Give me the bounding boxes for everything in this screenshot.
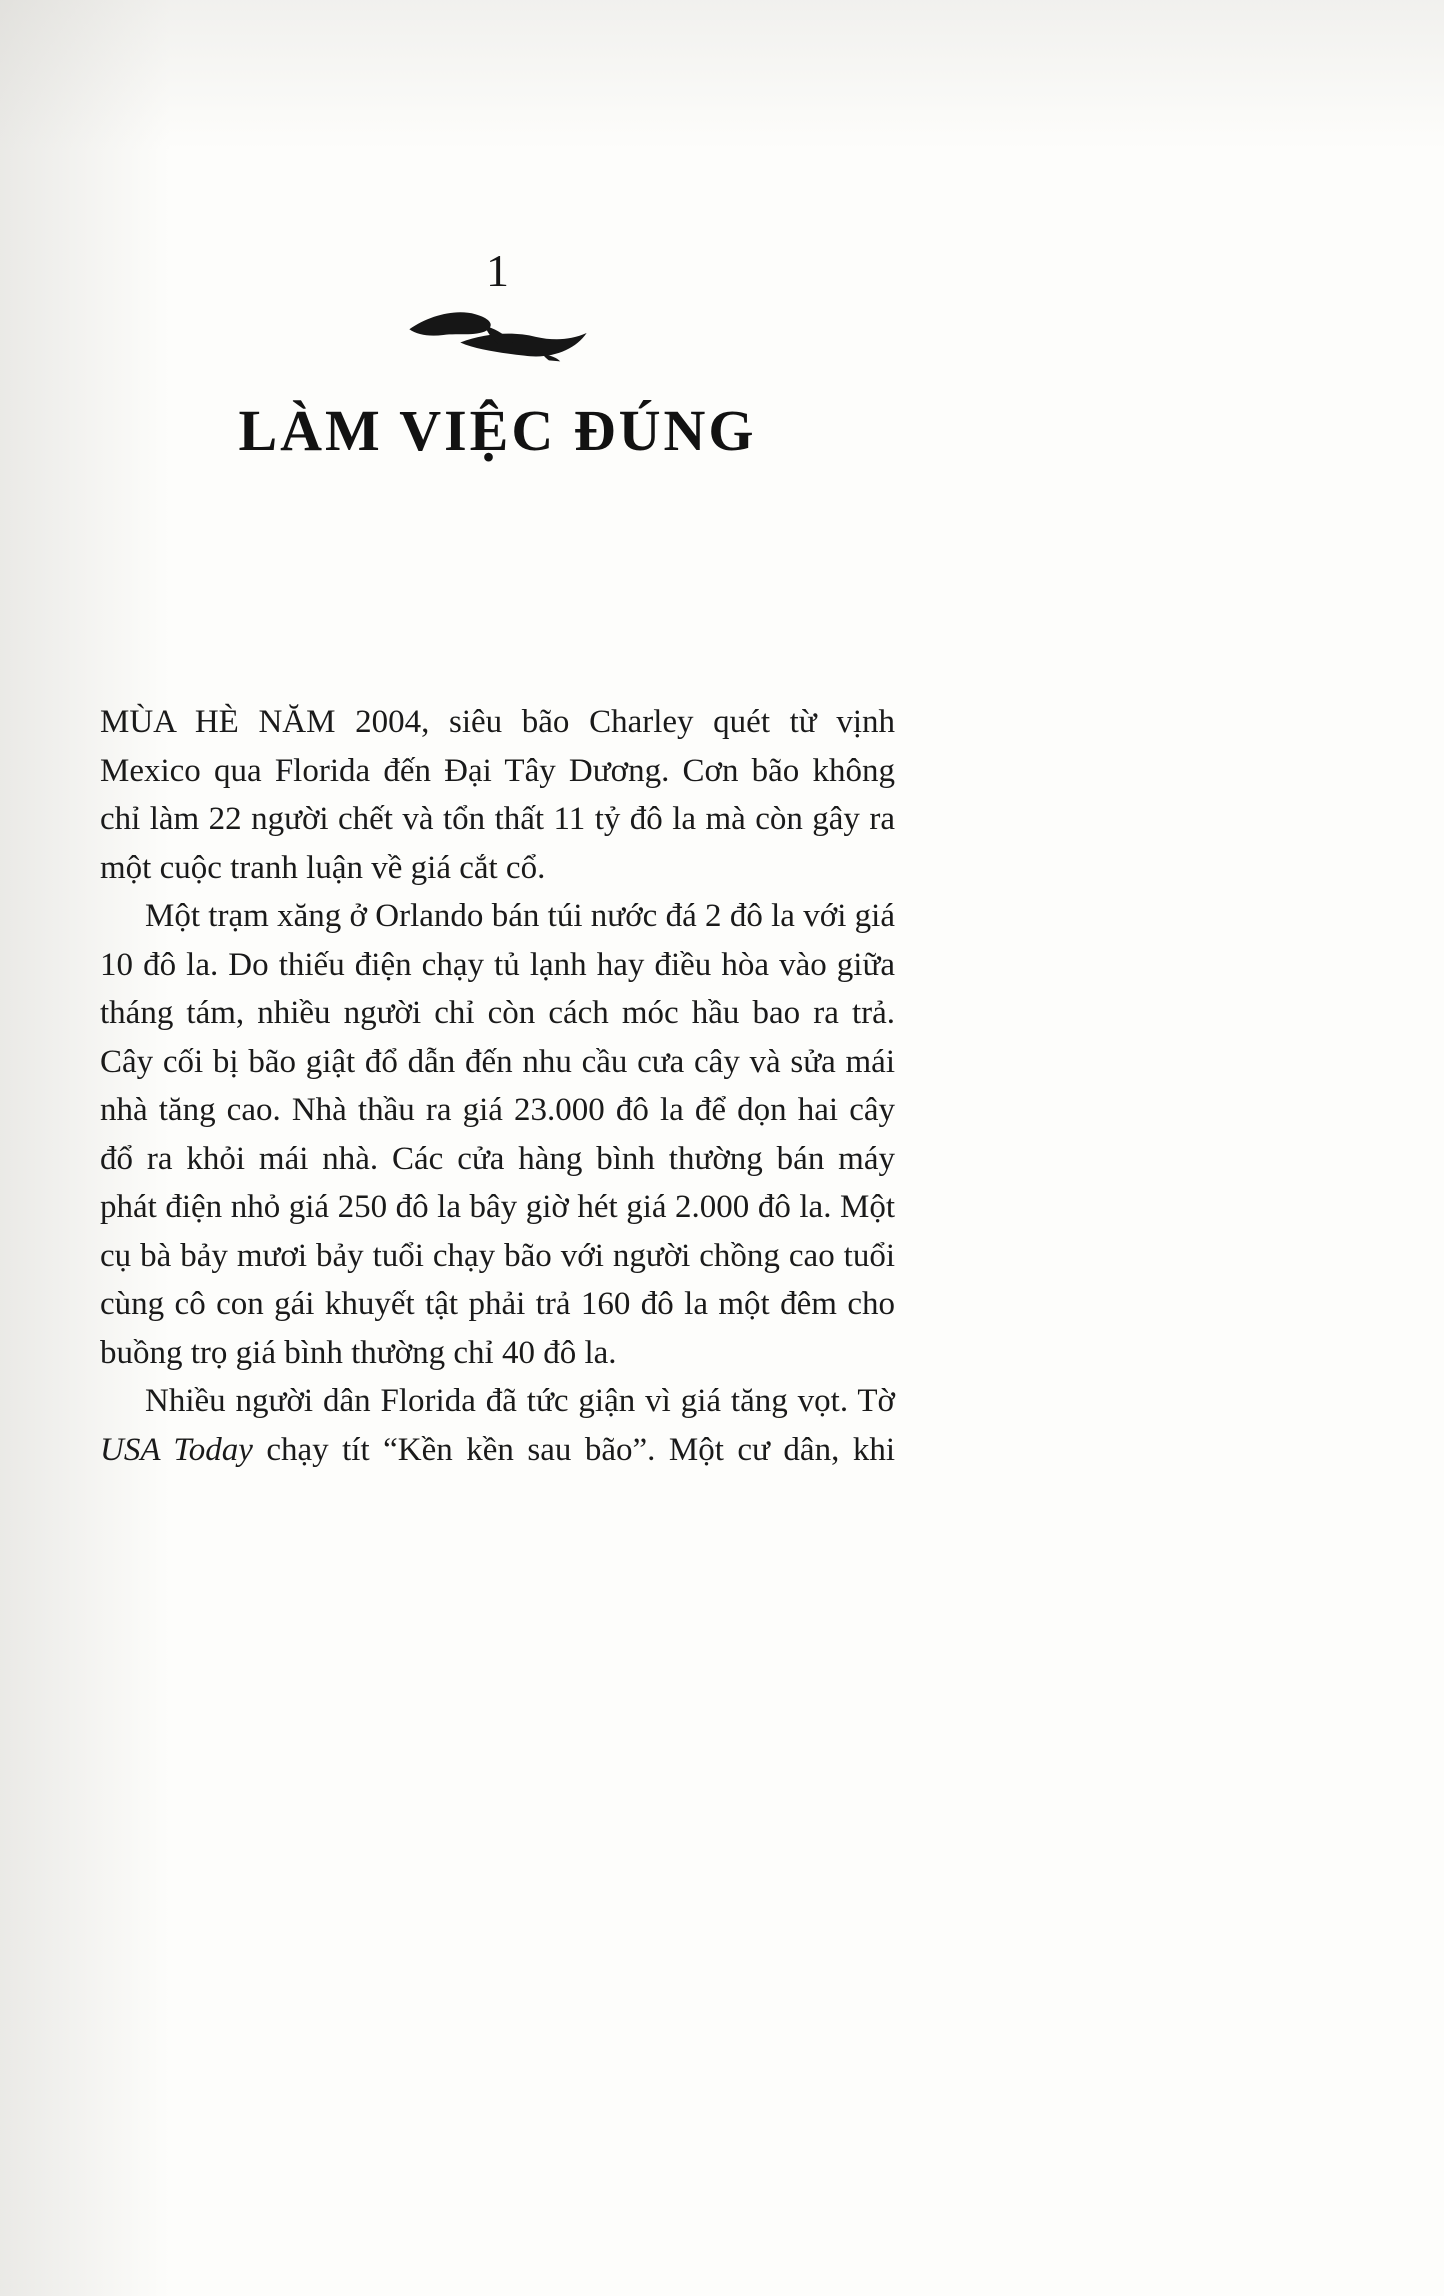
chapter-ornament-icon — [100, 298, 895, 370]
paragraph: Một trạm xăng ở Orlando bán túi nước đá 2 đô la với giá 10 đô la. Do thiếu điện chạy tủ lạnh hay điều hòa vào giữa tháng tám, nhiều người chỉ còn cách móc hầu bao ra trả. Cây cối bị bão giật đổ dẫn đến nhu cầu cưa cây và sửa mái nhà tăng cao. Nhà thầu ra giá 23.000 đô la để dọn hai cây đổ ra khỏi mái nhà. Các cửa hàng bình thường bán máy phát điện nhỏ giá 250 đô la bây giờ hét giá 2.000 đô la. Một cụ bà bảy mươi bảy tuổi chạy bão với người chồng cao tuổi cùng cô con gái khuyết tật phải trả 160 đô la một đêm cho buồng trọ giá bình thường chỉ 40 đô la. — [100, 898, 895, 1371]
paragraph-segment: Nhiều người dân Florida đã tức giận vì giá tăng vọt. Tờ — [145, 1383, 895, 1419]
chapter-header — [100, 245, 895, 465]
chapter-title: LÀM VIỆC ĐÚNG — [238, 398, 757, 463]
paragraph-segment: chạy tít “Kền kền sau bão”. Một cư dân, khi — [252, 1431, 895, 1468]
paragraph — [100, 1377, 895, 1474]
body-text — [100, 698, 895, 1474]
paragraph: MÙA HÈ NĂM 2004, siêu bão Charley quét từ vịnh Mexico qua Florida đến Đại Tây Dương. Cơn bão không chỉ làm 22 người chết và tổn thất 11 tỷ đô la mà còn gây ra một cuộc tranh luận về giá cắt cổ. — [100, 704, 895, 886]
publication-name: USA Today — [100, 1431, 253, 1468]
chapter-number: 1 — [486, 245, 509, 296]
